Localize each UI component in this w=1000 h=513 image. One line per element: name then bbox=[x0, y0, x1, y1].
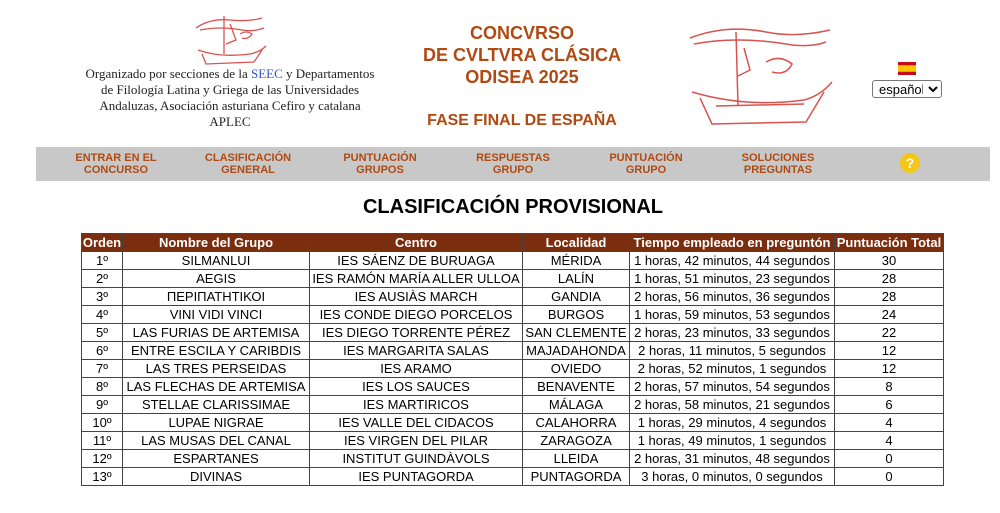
cell-locality: LALÍN bbox=[523, 270, 630, 288]
cell-group: SILMANLUI bbox=[123, 252, 310, 270]
col-header-time: Tiempo empleado en preguntón bbox=[630, 234, 835, 252]
phase-title: FASE FINAL DE ESPAÑA bbox=[427, 112, 617, 129]
cell-locality: GANDIA bbox=[523, 288, 630, 306]
cell-time: 1 horas, 51 minutos, 23 segundos bbox=[630, 270, 835, 288]
cell-score: 12 bbox=[835, 342, 944, 360]
cell-order: 3º bbox=[82, 288, 123, 306]
menu-group-answers[interactable]: RESPUESTAS GRUPO bbox=[476, 152, 550, 176]
table-header-row bbox=[82, 234, 944, 252]
cell-group: AEGIS bbox=[123, 270, 310, 288]
cell-score: 28 bbox=[835, 288, 944, 306]
page-header bbox=[0, 0, 1000, 140]
cell-order: 6º bbox=[82, 342, 123, 360]
cell-score: 12 bbox=[835, 360, 944, 378]
cell-center: IES VALLE DEL CIDACOS bbox=[310, 414, 523, 432]
cell-group: ESPARTANES bbox=[123, 450, 310, 468]
ship-logo-icon bbox=[190, 10, 270, 66]
ship-logo-large-icon bbox=[686, 22, 834, 128]
cell-score: 28 bbox=[835, 270, 944, 288]
cell-time: 2 horas, 11 minutos, 5 segundos bbox=[630, 342, 835, 360]
cell-time: 2 horas, 58 minutos, 21 segundos bbox=[630, 396, 835, 414]
menu-enter-contest[interactable]: ENTRAR EN EL CONCURSO bbox=[75, 152, 157, 176]
cell-group: LAS MUSAS DEL CANAL bbox=[123, 432, 310, 450]
cell-center: IES AUSIÀS MARCH bbox=[310, 288, 523, 306]
cell-score: 0 bbox=[835, 468, 944, 486]
cell-center: IES ARAMO bbox=[310, 360, 523, 378]
cell-time: 2 horas, 31 minutos, 48 segundos bbox=[630, 450, 835, 468]
cell-locality: CALAHORRA bbox=[523, 414, 630, 432]
title-line-2: DE CVLTVRA CLÁSICA bbox=[423, 45, 621, 65]
cell-time: 1 horas, 29 minutos, 4 segundos bbox=[630, 414, 835, 432]
page-title: CLASIFICACIÓN PROVISIONAL bbox=[362, 196, 663, 218]
language-select[interactable] bbox=[872, 80, 942, 98]
menu-group-scores[interactable]: PUNTUACIÓN GRUPOS bbox=[343, 152, 417, 176]
cell-order: 1º bbox=[82, 252, 123, 270]
table-row bbox=[82, 468, 944, 486]
table-row bbox=[82, 342, 944, 360]
cell-order: 10º bbox=[82, 414, 123, 432]
cell-group: STELLAE CLARISSIMAE bbox=[123, 396, 310, 414]
cell-center: IES LOS SAUCES bbox=[310, 378, 523, 396]
title-line-1: CONCVRSO bbox=[469, 23, 574, 43]
cell-score: 8 bbox=[835, 378, 944, 396]
cell-order: 7º bbox=[82, 360, 123, 378]
cell-group: LAS FURIAS DE ARTEMISA bbox=[123, 324, 310, 342]
cell-locality: OVIEDO bbox=[523, 360, 630, 378]
cell-time: 1 horas, 59 minutos, 53 segundos bbox=[630, 306, 835, 324]
cell-order: 4º bbox=[82, 306, 123, 324]
table-row bbox=[82, 306, 944, 324]
cell-group: ΠΕΡΙΠΑΤΗΤΙΚΟΙ bbox=[123, 288, 310, 306]
cell-order: 2º bbox=[82, 270, 123, 288]
cell-center: IES CONDE DIEGO PORCELOS bbox=[310, 306, 523, 324]
cell-score: 6 bbox=[835, 396, 944, 414]
col-header-group: Nombre del Grupo bbox=[123, 234, 310, 252]
table-row bbox=[82, 252, 944, 270]
cell-time: 3 horas, 0 minutos, 0 segundos bbox=[630, 468, 835, 486]
cell-score: 4 bbox=[835, 414, 944, 432]
cell-group: ENTRE ESCILA Y CARIBDIS bbox=[123, 342, 310, 360]
cell-order: 11º bbox=[82, 432, 123, 450]
cell-time: 1 horas, 42 minutos, 44 segundos bbox=[630, 252, 835, 270]
cell-score: 30 bbox=[835, 252, 944, 270]
cell-score: 0 bbox=[835, 450, 944, 468]
cell-time: 1 horas, 49 minutos, 1 segundos bbox=[630, 432, 835, 450]
table-row bbox=[82, 288, 944, 306]
cell-center: IES MARGARITA SALAS bbox=[310, 342, 523, 360]
cell-locality: MÁLAGA bbox=[523, 396, 630, 414]
cell-score: 24 bbox=[835, 306, 944, 324]
table-row bbox=[82, 414, 944, 432]
main-menu bbox=[36, 147, 990, 181]
col-header-score: Puntuación Total bbox=[835, 234, 944, 252]
cell-order: 5º bbox=[82, 324, 123, 342]
table-row bbox=[82, 378, 944, 396]
table-row bbox=[82, 396, 944, 414]
cell-center: IES SÁENZ DE BURUAGA bbox=[310, 252, 523, 270]
cell-center: IES VIRGEN DEL PILAR bbox=[310, 432, 523, 450]
table-row bbox=[82, 450, 944, 468]
cell-group: LAS FLECHAS DE ARTEMISA bbox=[123, 378, 310, 396]
cell-locality: BURGOS bbox=[523, 306, 630, 324]
col-header-order: Orden bbox=[82, 235, 122, 250]
cell-center: IES PUNTAGORDA bbox=[310, 468, 523, 486]
contest-title bbox=[400, 22, 644, 88]
col-header-locality: Localidad bbox=[523, 234, 630, 252]
table-row bbox=[82, 324, 944, 342]
cell-order: 13º bbox=[82, 468, 123, 486]
cell-score: 4 bbox=[835, 432, 944, 450]
cell-locality: MÉRIDA bbox=[523, 252, 630, 270]
table-row bbox=[82, 432, 944, 450]
cell-locality: PUNTAGORDA bbox=[523, 468, 630, 486]
cell-time: 2 horas, 57 minutos, 54 segundos bbox=[630, 378, 835, 396]
cell-group: VINI VIDI VINCI bbox=[123, 306, 310, 324]
cell-order: 8º bbox=[82, 378, 123, 396]
cell-center: IES RAMÓN MARÍA ALLER ULLOA bbox=[310, 270, 523, 288]
cell-order: 12º bbox=[82, 450, 123, 468]
cell-time: 2 horas, 52 minutos, 1 segundos bbox=[630, 360, 835, 378]
menu-general-ranking[interactable]: CLASIFICACIÓN GENERAL bbox=[204, 152, 292, 176]
title-line-3: ODISEA 2025 bbox=[465, 67, 579, 87]
cell-center: INSTITUT GUINDÀVOLS bbox=[310, 450, 523, 468]
spain-flag-icon bbox=[898, 62, 916, 75]
menu-group-score[interactable]: PUNTUACIÓN GRUPO bbox=[609, 152, 683, 176]
menu-solutions[interactable]: SOLUCIONES PREGUNTAS bbox=[741, 152, 815, 176]
seec-link[interactable]: SEEC bbox=[250, 66, 283, 81]
cell-order: 9º bbox=[82, 396, 123, 414]
organizer-text: Organizado por secciones de la SEEC y Departamentos de Filología Latina y Griega de las Universidades Andaluzas, Asociación asturiana Cefiro y catalana APLEC bbox=[85, 66, 375, 129]
cell-locality: MAJADAHONDA bbox=[523, 342, 630, 360]
table-row bbox=[82, 360, 944, 378]
cell-locality: SAN CLEMENTE bbox=[523, 324, 630, 342]
cell-locality: BENAVENTE bbox=[523, 378, 630, 396]
cell-time: 2 horas, 23 minutos, 33 segundos bbox=[630, 324, 835, 342]
cell-locality: LLEIDA bbox=[523, 450, 630, 468]
cell-group: LAS TRES PERSEIDAS bbox=[123, 360, 310, 378]
cell-score: 22 bbox=[835, 324, 944, 342]
cell-center: IES DIEGO TORRENTE PÉREZ bbox=[310, 324, 523, 342]
cell-group: LUPAE NIGRAE bbox=[123, 414, 310, 432]
col-header-center: Centro bbox=[310, 234, 523, 252]
help-icon[interactable]: ? bbox=[900, 153, 920, 173]
table-row bbox=[82, 270, 944, 288]
ranking-table bbox=[81, 233, 944, 486]
cell-time: 2 horas, 56 minutos, 36 segundos bbox=[630, 288, 835, 306]
cell-locality: ZARAGOZA bbox=[523, 432, 630, 450]
cell-group: DIVINAS bbox=[123, 468, 310, 486]
cell-center: IES MARTIRICOS bbox=[310, 396, 523, 414]
